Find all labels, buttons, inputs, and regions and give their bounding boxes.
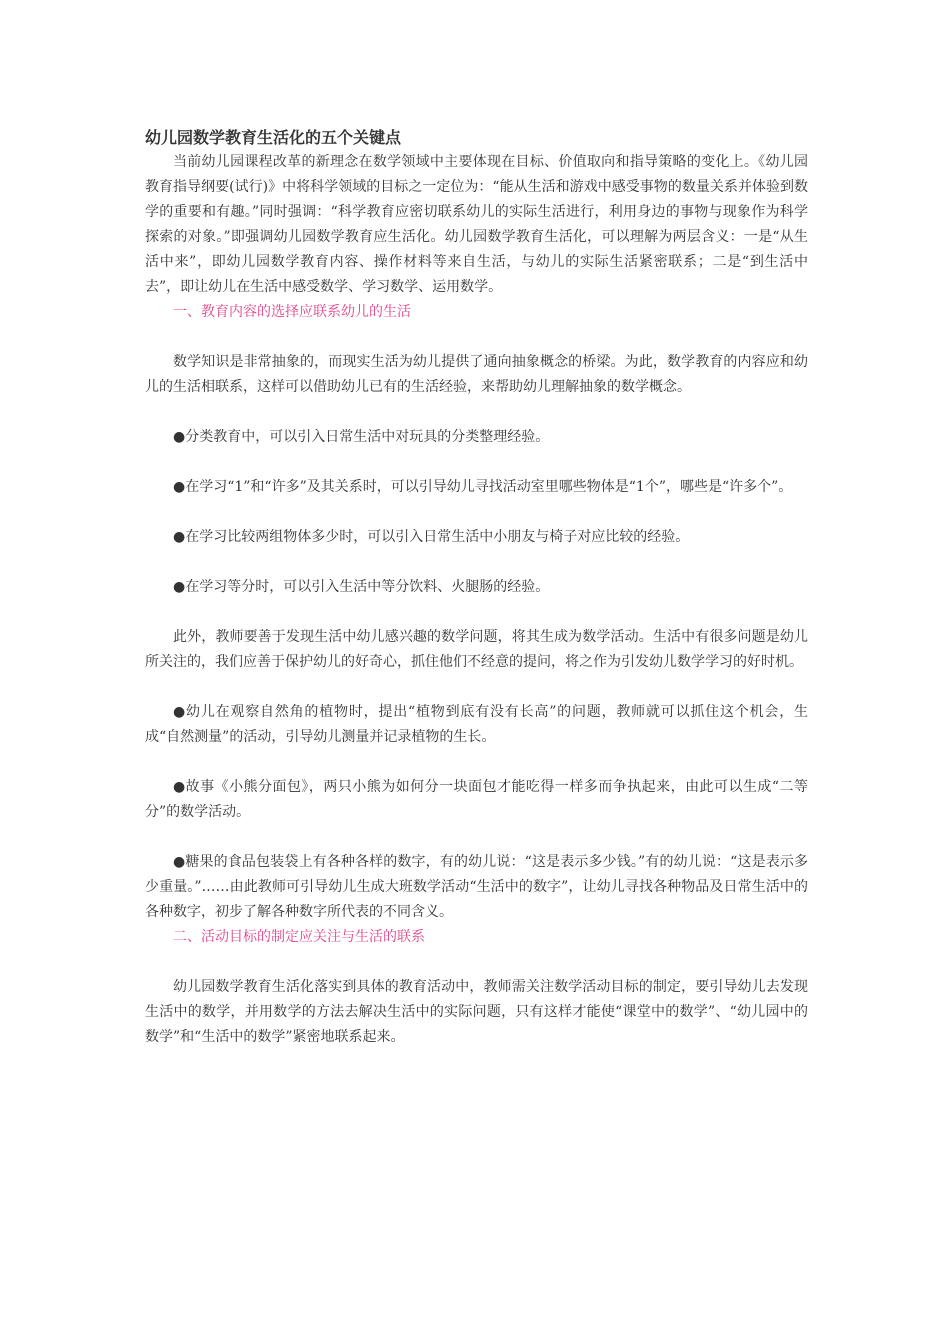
section-1-paragraph-1: 数学知识是非常抽象的，而现实生活为幼儿提供了通向抽象概念的桥梁。为此，数学教育的内容应和幼儿的生活相联系，这样可以借助幼儿已有的生活经验，来帮助幼儿理解抽象的数学概念。 xyxy=(145,354,808,395)
intro-paragraph: 当前幼儿园课程改革的新理念在数学领域中主要体现在目标、价值取向和指导策略的变化上。《幼儿园教育指导纲要(试行)》中将科学领域的目标之一定位为：“能从生活和游戏中感受事物的数量关系并体验到数学的重要和有趣。”同时强调：“科学教育应密切联系幼儿的实际生活进行，利用身边的事物与现象作为科学探索的对象。”即强调幼儿园数学教育应生活化。幼儿园数学教育生活化，可以理解为两层含义：一是“从生活中来”，即幼儿园数学教育内容、操作材料等来自生活，与幼儿的实际生活紧密联系；二是“到生活中去”，即让幼儿在生活中感受数学、学习数学、运用数学。 xyxy=(145,154,808,295)
section-2-paragraph-1: 幼儿园数学教育生活化落实到具体的教育活动中，教师需关注数学活动目标的制定，要引导幼儿去发现生活中的数学，并用数学的方法去解决生活中的实际问题，只有这样才能使“课堂中的数学”、“幼儿园中的数学”和“生活中的数学”紧密地联系起来。 xyxy=(145,979,808,1045)
section-2-heading: 二、活动目标的制定应关注与生活的联系 xyxy=(173,929,425,945)
bullet-item: ●幼儿在观察自然角的植物时，提出“植物到底有没有长高”的问题，教师就可以抓住这个机会，生成“自然测量”的活动，引导幼儿测量并记录植物的生长。 xyxy=(145,704,808,745)
section-1-heading: 一、教育内容的选择应联系幼儿的生活 xyxy=(173,304,411,320)
bullet-item: ●在学习等分时，可以引入生活中等分饮料、火腿肠的经验。 xyxy=(173,579,550,595)
bullet-item: ●故事《小熊分面包》，两只小熊为如何分一块面包才能吃得一样多而争执起来，由此可以生成“二等分”的数学活动。 xyxy=(145,779,808,820)
bullet-item: ●在学习“1”和“许多”及其关系时，可以引导幼儿寻找活动室里哪些物体是“1个”，哪些是“许多个”。 xyxy=(173,479,793,495)
bullet-item: ●糖果的食品包装袋上有各种各样的数字，有的幼儿说：“这是表示多少钱。”有的幼儿说：“这是表示多少重量。”……由此教师可引导幼儿生成大班数学活动“生活中的数字”，让幼儿寻找各种物品及日常生活中的各种数字，初步了解各种数字所代表的不同含义。 xyxy=(145,854,808,920)
document-title: 幼儿园数学教育生活化的五个关键点 xyxy=(145,128,402,147)
section-1-paragraph-2: 此外，教师要善于发现生活中幼儿感兴趣的数学问题，将其生成为数学活动。生活中有很多问题是幼儿所关注的，我们应善于保护幼儿的好奇心，抓住他们不经意的提问，将之作为引发幼儿数学学习的好时机。 xyxy=(145,629,808,670)
document-page xyxy=(145,125,808,1050)
bullet-item: ●在学习比较两组物体多少时，可以引入日常生活中小朋友与椅子对应比较的经验。 xyxy=(173,529,690,545)
bullet-item: ●分类教育中，可以引入日常生活中对玩具的分类整理经验。 xyxy=(173,429,550,445)
